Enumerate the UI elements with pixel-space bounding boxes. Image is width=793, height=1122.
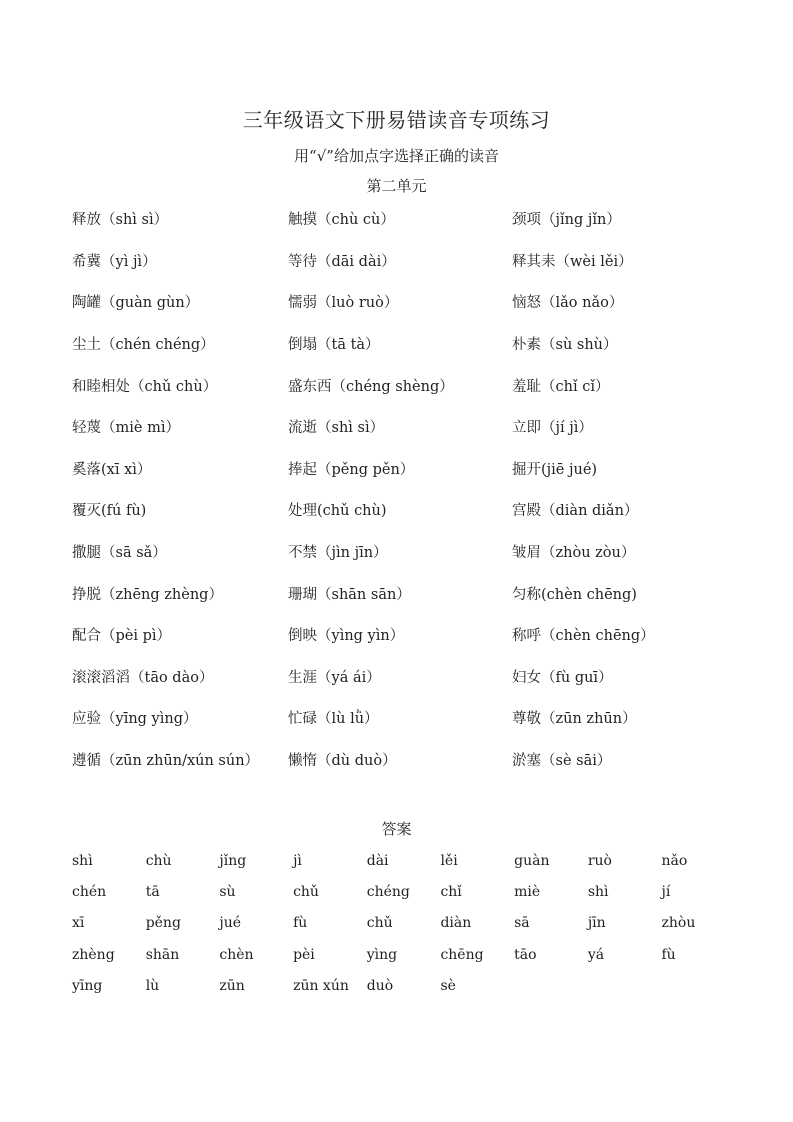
exercise-item: 珊瑚（shān sān） [288,586,411,603]
answer-item: chén [72,884,107,901]
answer-item: jì [293,852,302,869]
answer-item: diàn [440,915,472,932]
answer-grid [72,845,772,1002]
exercise-item: 挣脱（zhēng zhèng） [72,586,223,603]
answer-item: chù [145,852,172,869]
answer-item: tāo [514,946,537,963]
answer-item: dài [366,852,389,869]
answer-item: zūn [219,978,245,995]
exercise-item: 轻蔑（miè mì） [72,420,180,437]
exercise-item: 遵循（zūn zhūn/xún sún） [72,753,260,770]
answer-item: jí [661,884,671,901]
exercise-item: 懦弱（luò ruò） [288,295,399,312]
answer-item: sù [219,884,236,901]
exercise-item: 释其耒（wèi lěi） [512,253,633,270]
answer-item: jīn [587,915,606,932]
answer-item: duò [366,978,394,995]
exercise-item: 不禁（jìn jīn） [288,545,388,562]
answer-item: shì [587,884,609,901]
answer-item: xī [72,915,85,932]
exercise-item: 皱眉（zhòu zòu） [512,545,636,562]
exercise-item: 掘开(jiē jué) [512,461,598,478]
exercise-item: 生涯（yá ái） [288,669,381,686]
answer-item: lěi [440,852,458,869]
exercise-item: 撒腿（sā sǎ） [72,545,167,562]
answer-item: shān [145,946,180,963]
answer-item: fù [293,915,308,932]
exercise-item: 流逝（shì sì） [288,420,385,437]
exercise-item: 覆灭(fú fù) [72,503,147,520]
exercise-item: 希冀（yì jì） [72,253,157,270]
answer-item: yīng [72,978,103,995]
exercise-item: 奚落(xī xì） [72,461,152,478]
exercise-item: 妇女（fù guī） [512,669,613,686]
answer-item: chéng [366,884,410,901]
answer-item: pěng [145,915,181,932]
answer-item: chēng [440,946,484,963]
exercise-item: 倒映（yìng yìn） [288,628,405,645]
answer-item: zhèng [72,946,115,963]
exercise-item: 和睦相处（chǔ chù） [72,378,218,395]
exercise-item: 触摸（chù cù） [288,212,395,229]
exercise-item: 忙碌（lù lǜ） [288,711,379,728]
answer-item: yìng [366,946,398,963]
answer-item: chǔ [366,915,393,932]
exercise-item: 应验（yīng yìng） [72,711,198,728]
answer-item: shì [72,852,93,869]
exercise-item: 称呼（chèn chēng） [512,628,655,645]
answer-item: jué [219,915,242,932]
unit-heading: 第二单元 [366,177,427,195]
exercise-item: 捧起（pěng pěn） [288,461,415,478]
answer-item: zūn xún [293,978,349,995]
exercise-grid [72,198,772,780]
exercise-item: 盛东西（chéng shèng） [288,378,454,395]
answer-item: tā [145,884,160,901]
exercise-item: 配合（pèi pì） [72,628,172,645]
answer-item: nǎo [661,852,688,869]
answer-item: miè [514,884,541,901]
exercise-item: 宫殿（diàn diǎn） [512,503,639,520]
answer-item: chèn [219,946,254,963]
exercise-item: 释放（shì sì） [72,212,169,229]
answer-heading: 答案 [381,820,412,838]
exercise-item: 立即（jí jì） [512,420,593,437]
exercise-item: 羞耻（chǐ cǐ） [512,378,610,395]
exercise-item: 处理(chǔ chù) [288,503,387,520]
exercise-item: 恼怒（lǎo nǎo） [512,295,624,312]
exercise-item: 滚滚滔滔（tāo dào） [72,669,214,686]
exercise-item: 陶罐（guàn gùn） [72,295,200,312]
answer-item: sè [440,978,456,995]
exercise-item: 朴素（sù shù） [512,337,618,354]
exercise-item: 懒惰（dù duò） [288,753,397,770]
exercise-item: 匀称(chèn chēng) [512,586,637,603]
answer-item: jǐng [219,852,247,869]
exercise-item: 等待（dāi dài） [288,253,396,270]
answer-item: yá [587,946,605,963]
exercise-item: 尊敬（zūn zhūn） [512,711,637,728]
exercise-item: 颈项（jǐng jǐn） [512,212,621,229]
answer-item: zhòu [661,915,696,932]
answer-item: lù [145,978,160,995]
exercise-item: 尘土（chén chéng） [72,337,215,354]
answer-item: sā [514,915,530,932]
answer-item: fù [661,946,676,963]
instruction: 用“√”给加点字选择正确的读音 [294,147,499,165]
answer-item: pèi [293,946,315,963]
exercise-item: 倒塌（tā tà） [288,337,380,354]
exercise-item: 淤塞（sè sāi） [512,753,612,770]
answer-item: chǐ [440,884,462,901]
answer-item: ruò [587,852,612,869]
page-title: 三年级语文下册易错读音专项练习 [242,108,551,132]
answer-item: guàn [514,852,550,869]
answer-item: chǔ [293,884,319,901]
